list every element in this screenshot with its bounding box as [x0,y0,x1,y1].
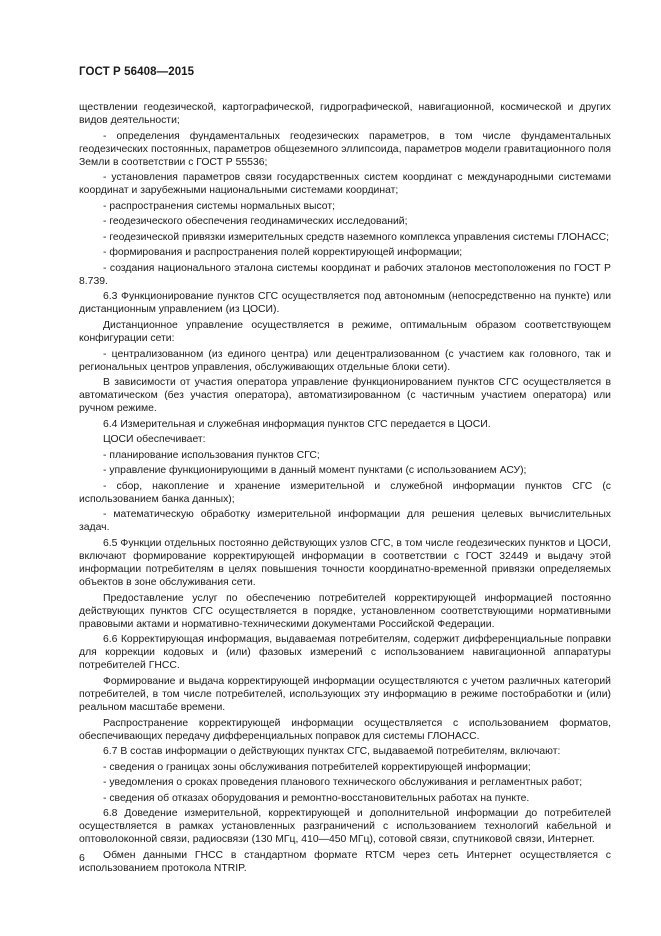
paragraph: - геодезического обеспечения геодинамических исследований; [103,216,408,228]
paragraph: - централизованном (из единого центра) или децентрализованном (с участием как головного, так и региональных центров управления, обслуживающих отдельные блоки сети). [79,348,611,373]
paragraph: Формирование и выдача корректирующей информации осуществляются с учетом различных категорий потребителей, в том числе потребителей, использующих эту информацию в режиме постобработки и (или) реальном масштабе времени. [79,675,611,714]
paragraph: 6.3 Функционирование пунктов СГС осуществляется под автономным (непосредственно на пункте) или дистанционным управлением (из ЦОСИ). [79,291,611,316]
paragraph: Обмен данными ГНСС в стандартном формате RTCM через сеть Интернет осуществляется с использованием протокола NTRIP. [79,849,611,874]
paragraph: - сбор, накопление и хранение измерительной и служебной информации пунктов СГС (с использованием банка данных); [79,480,611,505]
paragraph: Распространение корректирующей информации осуществляется с использованием форматов, обеспечивающих передачу дифференциальных поправок для системы ГЛОНАСС. [79,717,611,742]
paragraph: - установления параметров связи государственных систем координат с международными системами координат и зарубежными национальными системами координат; [79,172,611,197]
paragraph: - математическую обработку измерительной информации для решения целевых вычислительных задач. [79,509,611,534]
paragraph: - уведомления о сроках проведения планового технического обслуживания и регламентных работ; [103,777,583,789]
document-header: ГОСТ Р 56408—2015 [79,66,195,78]
paragraph: 6.6 Корректирующая информация, выдаваемая потребителям, содержит дифференциальные поправки для коррекции кодовых и (или) фазовых измерений с использованием навигационной аппаратуры потребителей ГНСС. [79,634,611,672]
paragraph: - сведения об отказах оборудования и ремонтно-восстановительных работах на пункте. [103,792,530,804]
paragraph: Предоставление услуг по обеспечению потребителей корректирующей информацией постоянно действующих пунктов СГС осуществляется в порядке, установленном соответствующими нормативными правовыми актами и нормативно-техническими документами Российской Федерации. [79,592,611,630]
paragraph: 6.4 Измерительная и служебная информация пунктов СГС передается в ЦОСИ. [103,418,491,430]
page-number: 6 [79,852,85,864]
paragraph: - планирование использования пунктов СГС; [103,449,320,461]
paragraph: 6.5 Функции отдельных постоянно действующих узлов СГС, в том числе геодезических пунктов и ЦОСИ, включают формирование корректирующей информации в соответствии с ГОСТ 32449 и выдачу этой информации потребителям в целях повышения точности координатно-временной привязки определяемых объектов в зоне обслуживания сети. [79,537,611,589]
paragraph: - сведения о границах зоны обслуживания потребителей корректирующей информации; [103,761,531,773]
paragraph: - управление функционирующими в данный момент пунктами (с использованием АСУ); [103,465,527,477]
paragraph: - геодезической привязки измерительных средств наземного комплекса управления системы ГЛОНАСС; [103,231,610,243]
paragraph: 6.8 Доведение измерительной, корректирующей и дополнительной информации до потребителей осуществляется в рамках установленных разграничений с использованием технологий кабельной и оптоволоконной связи, радиосвязи (130 МГц, 410—450 МГц), сотовой связи, спутниковой связи, Интернет. [79,808,611,846]
paragraph: Дистанционное управление осуществляется в режиме, оптимальным образом соответствующем конфигурации сети: [79,319,611,345]
paragraph: 6.7 В состав информации о действующих пунктах СГС, выдаваемой потребителям, включают: [103,746,561,758]
paragraph: ществлении геодезической, картографической, гидрографической, навигационной, космической и других видов деятельности; [79,102,611,127]
paragraph: В зависимости от участия оператора управление функционированием пунктов СГС осуществляется в автоматическом (без участия оператора), автоматизированном (с частичным участием оператора) или ручном режиме. [79,377,611,415]
paragraph: ЦОСИ обеспечивает: [103,434,206,446]
document-body [79,101,611,877]
paragraph: - создания национального эталона системы координат и рабочих эталонов местоположения по ГОСТ Р 8.739. [79,262,611,287]
paragraph: - формирования и распространения полей корректирующей информации; [103,247,463,259]
paragraph: - определения фундаментальных геодезических параметров, в том числе фундаментальных геодезических постоянных, параметров общеземного эллипсоида, параметров модели гравитационного поля Земли в соответствии с ГОСТ Р 55536; [79,130,611,168]
paragraph: - распространения системы нормальных высот; [103,200,335,212]
